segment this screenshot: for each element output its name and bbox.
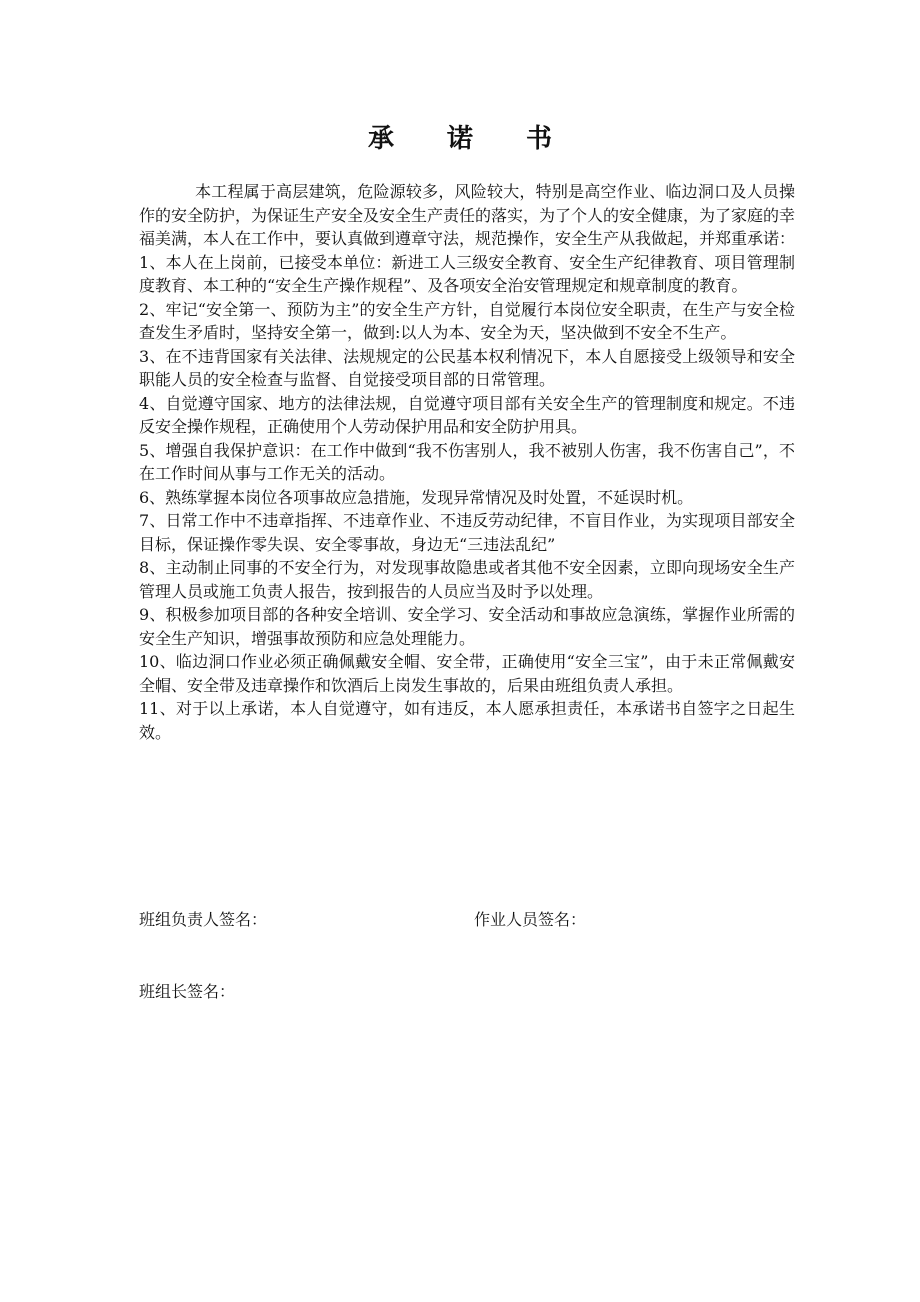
document-title: 承 诺 书: [367, 124, 575, 154]
commitment-item-6: 6、熟练掌握本岗位各项事故应急措施，发现异常情况及时处置，不延误时机。: [139, 487, 694, 507]
commitment-item-1: 1、本人在上岗前，已接受本单位：新进工人三级安全教育、安全生产纪律教育、项目管理制度教育、本工种的“安全生产操作规程”、及各项安全治安管理规定和规章制度的教育。: [139, 252, 795, 295]
commitment-item-2: 2、牢记“安全第一、预防为主”的安全生产方针，自觉履行本岗位安全职责，在生产与安全检查发生矛盾时，坚持安全第一，做到:以人为本、安全为天，坚决做到不安全不生产。: [139, 299, 795, 342]
worker-signature-label: 作业人员签名：: [474, 910, 587, 929]
team-leader-signature-label: 班组长签名：: [139, 982, 236, 1001]
commitment-item-7: 7、日常工作中不违章指挥、不违章作业、不违反劳动纪律，不盲目作业，为实现项目部安全目标，保证操作零失误、安全零事故，身边无“三违法乱纪”: [139, 511, 795, 554]
team-leader-responsible-signature-label: 班组负责人签名：: [139, 910, 268, 929]
commitment-item-3: 3、在不违背国家有关法律、法规规定的公民基本权利情况下，本人自愿接受上级领导和安全职能人员的安全检查与监督、自觉接受项目部的日常管理。: [139, 346, 795, 389]
document-body: [139, 180, 795, 744]
commitment-item-9: 9、积极参加项目部的各种安全培训、安全学习、安全活动和事故应急演练，掌握作业所需的安全生产知识，增强事故预防和应急处理能力。: [139, 605, 795, 648]
commitment-item-4: 4、自觉遵守国家、地方的法律法规，自觉遵守项目部有关安全生产的管理制度和规定。不违反安全操作规程，正确使用个人劳动保护用品和安全防护用具。: [139, 393, 795, 436]
commitment-item-11: 11、对于以上承诺，本人自觉遵守，如有违反，本人愿承担责任，本承诺书自签字之日起生效。: [139, 699, 795, 742]
commitment-item-8: 8、主动制止同事的不安全行为，对发现事故隐患或者其他不安全因素，立即向现场安全生产管理人员或施工负责人报告，按到报告的人员应当及时予以处理。: [139, 558, 795, 601]
intro-paragraph: 本工程属于高层建筑，危险源较多，风险较大，特别是高空作业、临边洞口及人员操作的安全防护，为保证生产安全及安全生产责任的落实，为了个人的安全健康，为了家庭的幸福美满，本人在工作中，要认真做到遵章守法，规范操作，安全生产从我做起，并郑重承诺：: [139, 182, 796, 248]
commitment-item-10: 10、临边洞口作业必须正确佩戴安全帽、安全带，正确使用“安全三宝”，由于未正常佩戴安全帽、安全带及违章操作和饮酒后上岗发生事故的，后果由班组负责人承担。: [139, 652, 795, 695]
commitment-item-5: 5、增强自我保护意识：在工作中做到“我不伤害别人，我不被别人伤害，我不伤害自己”，不在工作时间从事与工作无关的活动。: [139, 440, 795, 483]
